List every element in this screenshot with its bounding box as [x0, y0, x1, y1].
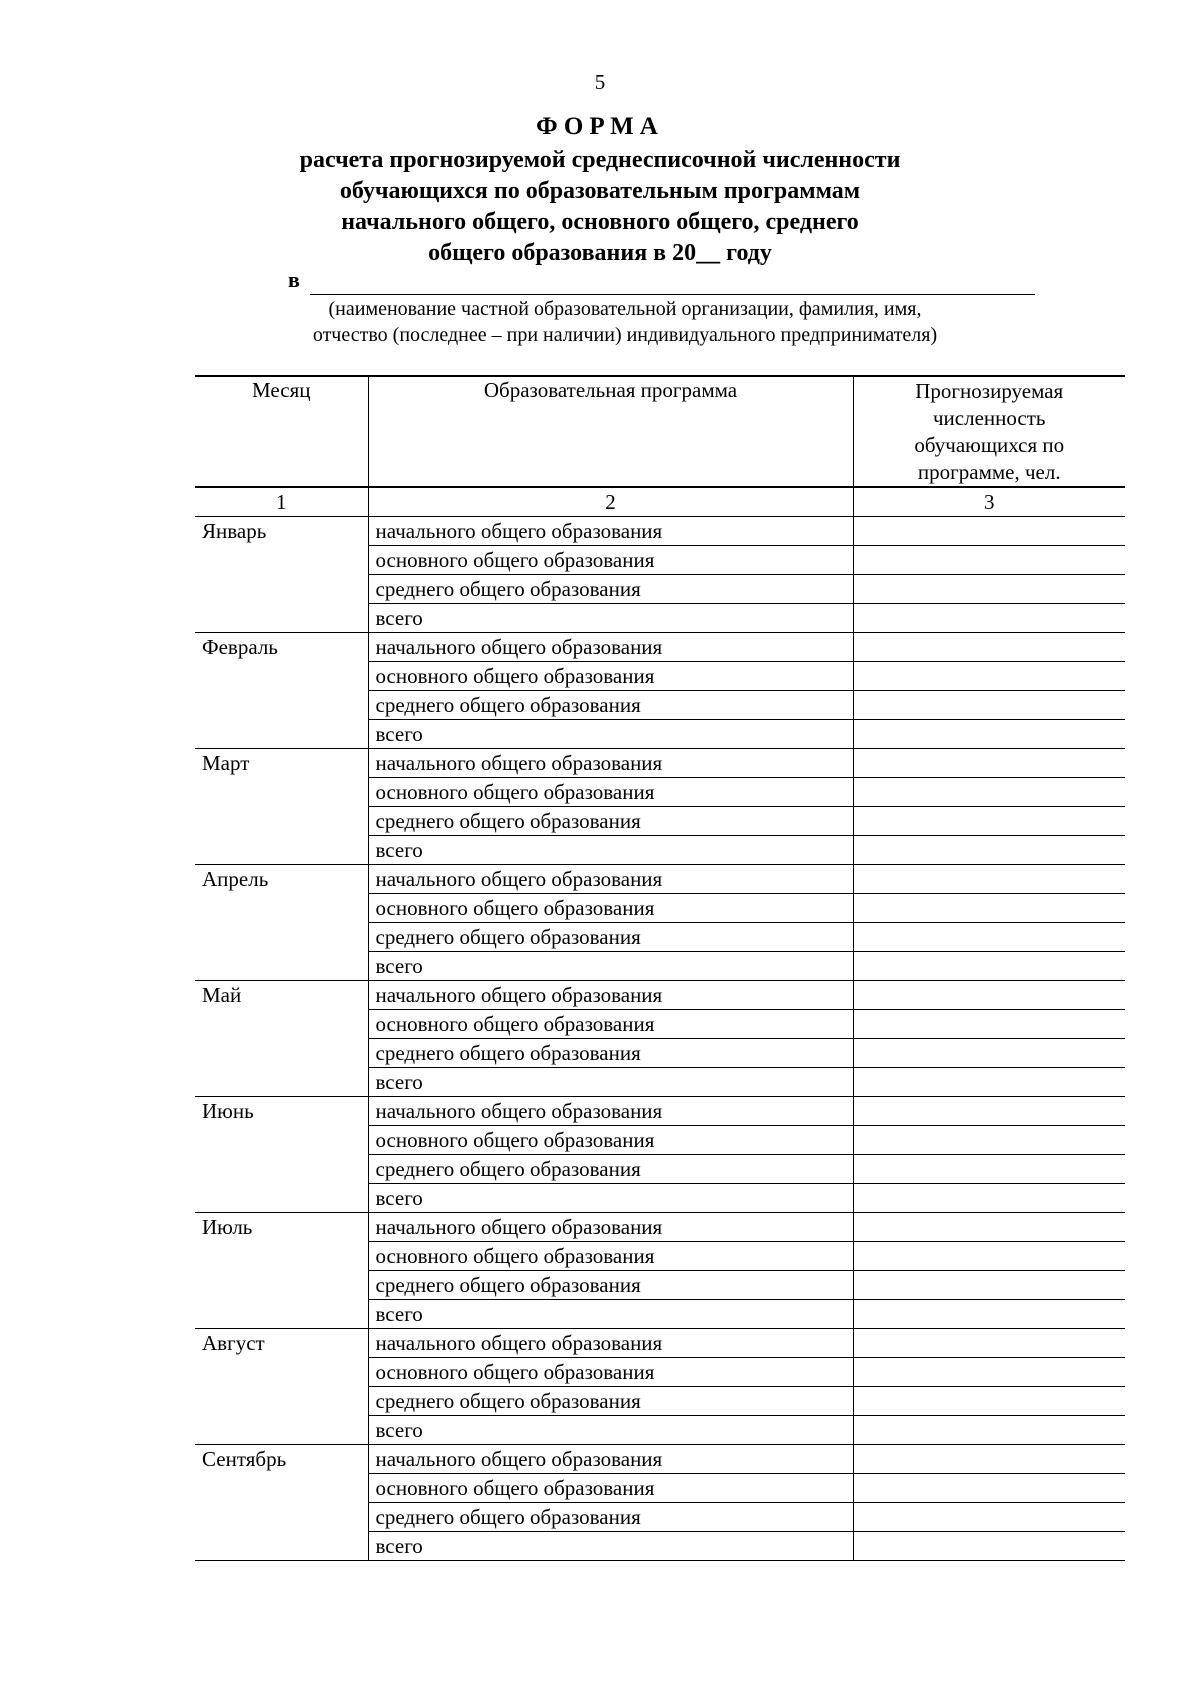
- forecast-value-cell[interactable]: [853, 1532, 1125, 1561]
- organization-caption: [250, 296, 1000, 348]
- caption-line: (наименование частной образовательной организации, фамилия, имя,: [328, 298, 922, 320]
- program-cell: среднего общего образования: [368, 1387, 853, 1416]
- forecast-value-cell[interactable]: [853, 1155, 1125, 1184]
- forecast-value-cell[interactable]: [853, 952, 1125, 981]
- forecast-value-cell[interactable]: [853, 1445, 1125, 1474]
- forecast-value-cell[interactable]: [853, 546, 1125, 575]
- program-cell: среднего общего образования: [368, 1039, 853, 1068]
- table-row: [195, 981, 1125, 1010]
- program-cell: всего: [368, 604, 853, 633]
- forecast-value-cell[interactable]: [853, 1097, 1125, 1126]
- forecast-value-cell[interactable]: [853, 662, 1125, 691]
- forecast-value-cell[interactable]: [853, 720, 1125, 749]
- forecast-value-cell[interactable]: [853, 894, 1125, 923]
- subtitle-line: обучающихся по образовательным программам: [339, 178, 861, 204]
- table-row: [195, 633, 1125, 662]
- program-cell: основного общего образования: [368, 1358, 853, 1387]
- forecast-value-cell[interactable]: [853, 749, 1125, 778]
- forecast-table: [195, 375, 1125, 1561]
- column-number: 3: [853, 487, 1125, 517]
- forecast-value-cell[interactable]: [853, 865, 1125, 894]
- program-cell: всего: [368, 1184, 853, 1213]
- program-cell: начального общего образования: [368, 981, 853, 1010]
- subtitle-line: начального общего, основного общего, среднего: [341, 209, 859, 235]
- forecast-value-cell[interactable]: [853, 1184, 1125, 1213]
- page-number: 5: [594, 70, 606, 94]
- month-cell: Март: [195, 749, 368, 865]
- forecast-value-cell[interactable]: [853, 1387, 1125, 1416]
- program-cell: начального общего образования: [368, 1097, 853, 1126]
- forecast-value-cell[interactable]: [853, 633, 1125, 662]
- column-header-forecast: [853, 376, 1125, 487]
- program-cell: среднего общего образования: [368, 1155, 853, 1184]
- forecast-value-cell[interactable]: [853, 778, 1125, 807]
- column-header-program: Образовательная программа: [368, 376, 853, 487]
- month-cell: Июнь: [195, 1097, 368, 1213]
- organization-prefix: в: [288, 267, 300, 292]
- program-cell: основного общего образования: [368, 1126, 853, 1155]
- program-cell: всего: [368, 1068, 853, 1097]
- forecast-value-cell[interactable]: [853, 981, 1125, 1010]
- program-cell: основного общего образования: [368, 546, 853, 575]
- table-row: [195, 1329, 1125, 1358]
- program-cell: начального общего образования: [368, 1213, 853, 1242]
- program-cell: всего: [368, 720, 853, 749]
- forecast-value-cell[interactable]: [853, 1068, 1125, 1097]
- column-number: 2: [368, 487, 853, 517]
- forecast-value-cell[interactable]: [853, 1126, 1125, 1155]
- column-number: 1: [195, 487, 368, 517]
- form-title: ФОРМА: [536, 113, 664, 140]
- forecast-value-cell[interactable]: [853, 836, 1125, 865]
- organization-fill-line[interactable]: [310, 294, 1035, 295]
- program-cell: среднего общего образования: [368, 575, 853, 604]
- forecast-value-cell[interactable]: [853, 807, 1125, 836]
- column-header-forecast-text: Прогнозируемая численность обучающихся по программе, чел.: [914, 379, 1065, 484]
- forecast-value-cell[interactable]: [853, 923, 1125, 952]
- month-cell: Январь: [195, 517, 368, 633]
- month-cell: Апрель: [195, 865, 368, 981]
- caption-line: отчество (последнее – при наличии) индивидуального предпринимателя): [312, 324, 938, 346]
- program-cell: среднего общего образования: [368, 1503, 853, 1532]
- forecast-value-cell[interactable]: [853, 517, 1125, 546]
- forecast-value-cell[interactable]: [853, 1503, 1125, 1532]
- program-cell: основного общего образования: [368, 778, 853, 807]
- program-cell: основного общего образования: [368, 894, 853, 923]
- subtitle-line: расчета прогнозируемой среднесписочной численности: [299, 147, 901, 173]
- month-cell: Июль: [195, 1213, 368, 1329]
- subtitle-line: общего образования в 20__ году: [428, 240, 772, 266]
- table-row: [195, 865, 1125, 894]
- program-cell: всего: [368, 836, 853, 865]
- forecast-value-cell[interactable]: [853, 1416, 1125, 1445]
- program-cell: среднего общего образования: [368, 691, 853, 720]
- program-cell: всего: [368, 1416, 853, 1445]
- table-row: [195, 517, 1125, 546]
- month-cell: Май: [195, 981, 368, 1097]
- table-row: [195, 1213, 1125, 1242]
- table-row: [195, 749, 1125, 778]
- form-subtitle: [250, 145, 950, 269]
- program-cell: начального общего образования: [368, 517, 853, 546]
- column-header-month: Месяц: [195, 376, 368, 487]
- program-cell: среднего общего образования: [368, 1271, 853, 1300]
- program-cell: основного общего образования: [368, 662, 853, 691]
- program-cell: среднего общего образования: [368, 923, 853, 952]
- forecast-value-cell[interactable]: [853, 1358, 1125, 1387]
- program-cell: всего: [368, 1532, 853, 1561]
- month-cell: Февраль: [195, 633, 368, 749]
- forecast-value-cell[interactable]: [853, 604, 1125, 633]
- forecast-value-cell[interactable]: [853, 1242, 1125, 1271]
- forecast-value-cell[interactable]: [853, 575, 1125, 604]
- program-cell: основного общего образования: [368, 1474, 853, 1503]
- program-cell: среднего общего образования: [368, 807, 853, 836]
- table-body: [195, 517, 1125, 1561]
- month-cell: Сентябрь: [195, 1445, 368, 1561]
- forecast-value-cell[interactable]: [853, 691, 1125, 720]
- forecast-value-cell[interactable]: [853, 1213, 1125, 1242]
- table-header-row: [195, 376, 1125, 487]
- forecast-value-cell[interactable]: [853, 1010, 1125, 1039]
- program-cell: начального общего образования: [368, 633, 853, 662]
- program-cell: начального общего образования: [368, 1445, 853, 1474]
- forecast-value-cell[interactable]: [853, 1271, 1125, 1300]
- program-cell: начального общего образования: [368, 865, 853, 894]
- table-row: [195, 1097, 1125, 1126]
- program-cell: всего: [368, 1300, 853, 1329]
- program-cell: основного общего образования: [368, 1010, 853, 1039]
- program-cell: основного общего образования: [368, 1242, 853, 1271]
- program-cell: начального общего образования: [368, 1329, 853, 1358]
- program-cell: начального общего образования: [368, 749, 853, 778]
- month-cell: Август: [195, 1329, 368, 1445]
- program-cell: всего: [368, 952, 853, 981]
- forecast-value-cell[interactable]: [853, 1329, 1125, 1358]
- forecast-value-cell[interactable]: [853, 1300, 1125, 1329]
- forecast-value-cell[interactable]: [853, 1474, 1125, 1503]
- forecast-value-cell[interactable]: [853, 1039, 1125, 1068]
- column-number-row: [195, 487, 1125, 517]
- table-row: [195, 1445, 1125, 1474]
